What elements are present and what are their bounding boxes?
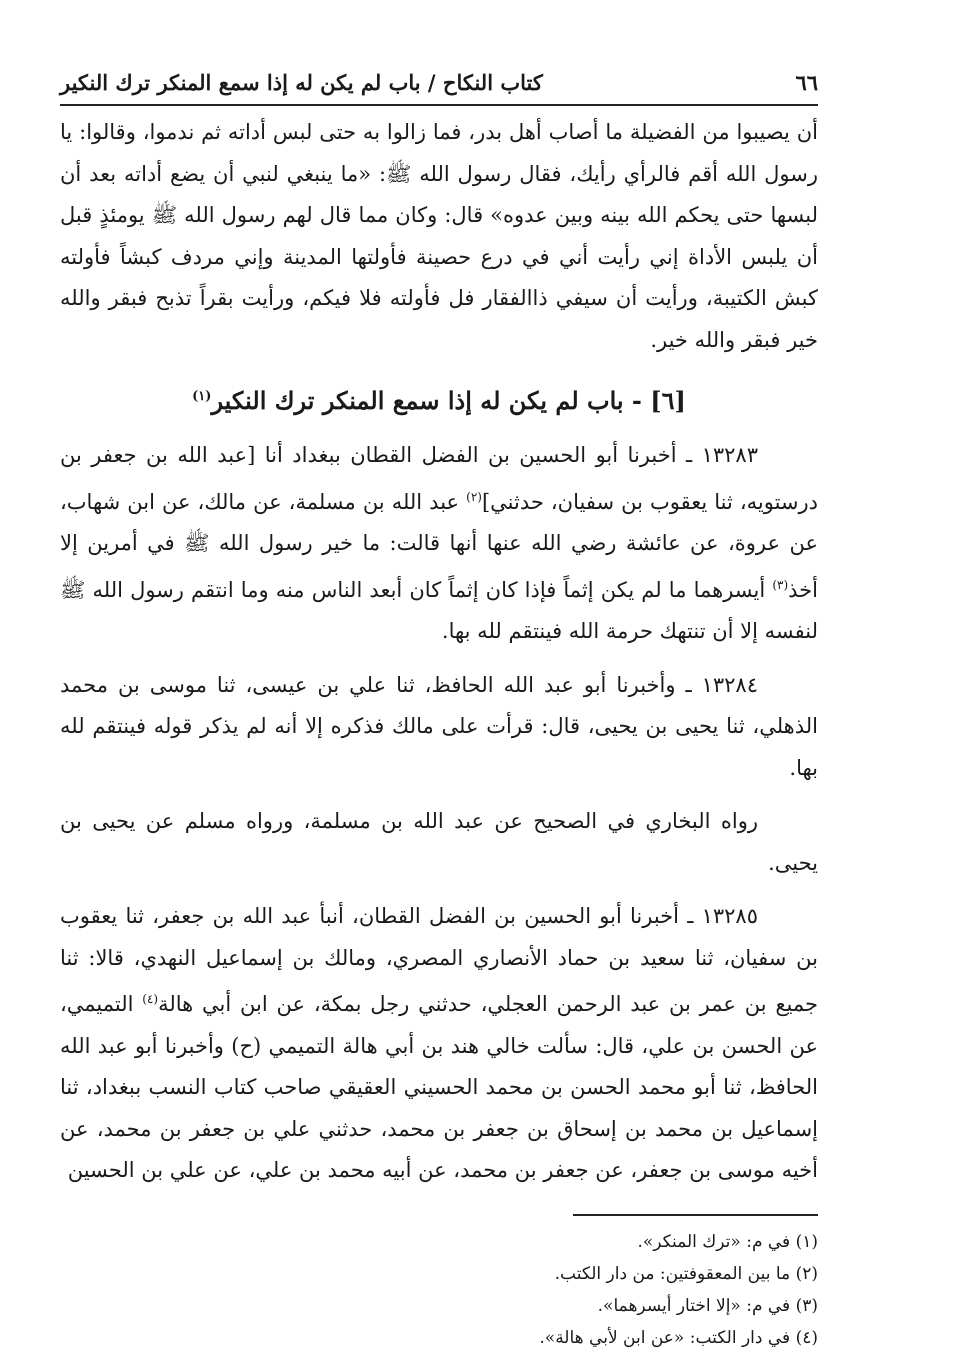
footnotes (60, 1226, 818, 1354)
footnote-4: (٤) في دار الكتب: «عن ابن لأبي هالة». (539, 1327, 818, 1348)
footnote-divider (573, 1214, 818, 1216)
running-title: كتاب النكاح / باب لم يكن له إذا سمع المنكر ترك النكير (60, 69, 543, 95)
narration-note: رواه البخاري في الصحيح عن عبد الله بن مسلمة، ورواه مسلم عن يحيى بن يحيى. (60, 809, 818, 875)
hadith-13285 (60, 896, 818, 1192)
footnote-1: (١) في م: «ترك المنكر». (637, 1231, 818, 1252)
hadith-13285-part-a: ١٣٢٨٥ ـ أخبرنا أبو الحسين بن الفضل القطان، أنبأ عبد الله بن جعفر، ثنا يعقوب بن سفيان، ثنا سعيد بن حماد الأنصاري المصري، ومالك بن إسماعيل النهدي، قالا: ثنا جميع بن عمر بن عبد الرحمن العجلي، حدثني رجل بمكة، عن ابن أبي هالة (60, 904, 818, 1016)
footnote-ref-4: (٤) (142, 992, 159, 1006)
page-header (60, 60, 818, 106)
hadith-13283-part-c: أيسرهما ما لم يكن إثماً فإذا كان إثماً كان أبعد الناس منه وما انتقم رسول الله ﷺ لنفسه إلا أن تنتهك حرمة الله فينتقم لله بها. (60, 577, 818, 643)
footnote-ref-2: (٢) (466, 489, 482, 504)
footnote-2: (٢) ما بين المعقوفتين: من دار الكتب. (554, 1263, 818, 1284)
hadith-13284: ١٣٢٨٤ ـ وأخبرنا أبو عبد الله الحافظ، ثنا علي بن عيسى، ثنا موسى بن محمد الذهلي، ثنا يحيى بن يحيى، قال: قرأت على مالك فذكره إلا أنه لم يذكر قوله فينتقم لله بها. (60, 672, 818, 780)
hadith-13283-part-b: عبد الله بن مسلمة، عن مالك، عن ابن شهاب، عن عروة، عن عائشة رضي الله عنها أنها قالت: ما خير رسول الله ﷺ في أمرين إلا أخذ (60, 489, 818, 602)
footnote-ref-3: (٣) (772, 577, 789, 592)
section-heading (60, 377, 818, 421)
hadith-13283 (60, 435, 818, 653)
footnote-3: (٣) في م: «إلا اختار أيسرهما». (597, 1295, 818, 1316)
hadith-13285-part-b: التميمي، عن الحسن بن علي، قال: سألت خالي هند بن أبي هالة التميمي (ح) وأخبرنا أبو عبد الله الحافظ، ثنا أبو محمد الحسن بن محمد الحسيني العقيقي صاحب كتاب النسب ببغداد، ثنا إسماعيل بن محمد بن إسحاق بن جعفر بن محمد، حدثني علي بن جعفر بن محمد، عن أخيه موسى بن جعفر، عن جعفر بن محمد، عن أبيه محمد بن علي، عن علي بن الحسين (60, 992, 818, 1182)
section-heading-footnote-ref: (١) (192, 389, 212, 404)
page-number: ٦٦ (795, 69, 818, 95)
book-page (60, 60, 818, 1354)
section-heading-text: [٦] - باب لم يكن له إذا سمع المنكر ترك النكير (211, 386, 686, 415)
hadith-13283-part-a: ١٣٢٨٣ ـ أخبرنا أبو الحسين بن الفضل القطان ببغداد أنا [عبد الله بن جعفر بن درستويه، ثنا يعقوب بن سفيان، حدثني] (60, 443, 818, 514)
paragraph-continuation: أن يصيبوا من الفضيلة ما أصاب أهل بدر، فما زالوا به حتى لبس أداته ثم ندموا، وقالوا: يا رسول الله أقم فالرأي رأيك، فقال رسول الله ﷺ: «ما ينبغي لنبي أن يضع أداته بعد أن لبسها حتى يحكم الله بينه وبين عدوه» قال: وكان مما قال لهم رسول الله ﷺ يومئذٍ قبل أن يلبس الأداة إني رأيت أني في درع حصينة فأولتها المدينة وإني مردف كبشاً فأولته كبش الكتيبة، ورأيت أن سيفي ذاالفقار فل فأولته فلا فيكم، ورأيت بقراً تذبح فبقر والله خير فبقر والله خير. (60, 120, 818, 352)
